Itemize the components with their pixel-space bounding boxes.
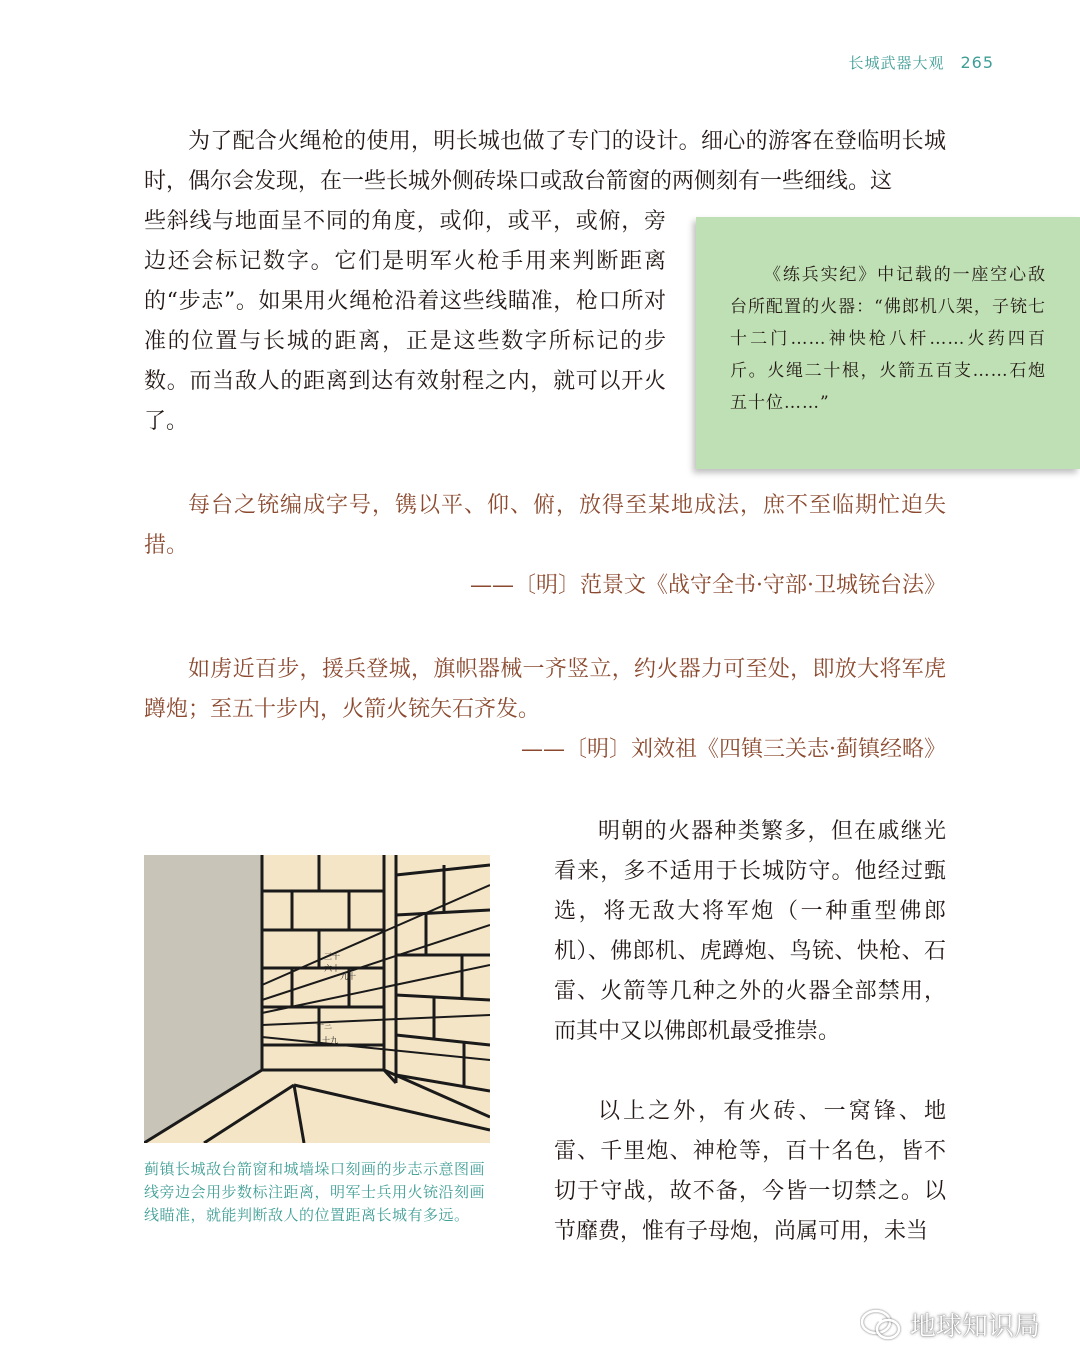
figure-label-5: 十九 <box>322 1036 338 1045</box>
right-para-1: 明朝的火器种类繁多，但在戚继光看来，多不适用于长城防守。他经过甄选，将无敌大将军炮（一种重型佛郎机）、佛郎机、虎蹲炮、鸟铳、快枪、石雷、火箭等几种之外的火器全部禁用，而其中又以佛郎机最受推崇。 <box>554 819 946 1044</box>
watermark <box>860 1306 1040 1343</box>
quote2-source: ——〔明〕刘效祖《四镇三关志·蓟镇经略》 <box>521 737 946 762</box>
page-number: 265 <box>960 53 994 72</box>
wechat-icon <box>860 1308 902 1342</box>
quote1-source: ——〔明〕范景文《战守全书·守部·卫城铳台法》 <box>470 573 946 598</box>
quote-block-2 <box>144 650 946 770</box>
figure-label-4: 十三 <box>316 1021 332 1030</box>
watermark-text: 地球知识局 <box>910 1312 1041 1342</box>
right-column-text <box>554 812 946 1252</box>
figure-label-3: 九十 <box>340 972 356 981</box>
running-header <box>848 52 994 73</box>
intro-text-cont: 些斜线与地面呈不同的角度，或仰，或平，或俯，旁边还会标记数字。它们是明军火枪手用来判断距离的“步志”。如果用火绳枪沿着这些线瞄准，枪口所对准的位置与长城的距离，正是这些数字所标记的步数。而当敌人的距离到达有效射程之内，就可以开火了。 <box>144 209 666 434</box>
figure-label-2: 六十 <box>324 964 340 973</box>
sidebar-text: 《练兵实纪》中记载的一座空心敌台所配置的火器：“佛郎机八架，子铳七十二门……神快枪八杆……火药四百斤。火绳二十根，火箭五百支……石炮五十位……” <box>730 265 1046 413</box>
intro-paragraph-top <box>144 122 946 202</box>
quote1-text: 每台之铳编成字号，镌以平、仰、俯，放得至某地成法，庶不至临期忙迫失措。 <box>144 493 946 558</box>
figure-label-1: 三十 <box>324 952 340 961</box>
loophole-illustration <box>144 855 490 1143</box>
intro-text: 为了配合火绳枪的使用，明长城也做了专门的设计。细心的游客在登临明长城时，偶尔会发现，在一些长城外侧砖垛口或敌台箭窗的两侧刻有一些细线。这 <box>144 129 946 194</box>
quote2-text: 如虏近百步，援兵登城，旗帜器械一齐竖立，约火器力可至处，即放大将军虎蹲炮；至五十步内，火箭火铳矢石齐发。 <box>144 657 946 722</box>
header-title: 长城武器大观 <box>848 54 945 72</box>
right-para-2: 以上之外，有火砖、一窝锋、地雷、千里炮、神枪等，百十名色，皆不切于守战，故不备，今皆一切禁之。以节靡费，惟有子母炮，尚属可用，未当 <box>554 1099 946 1244</box>
quote-block-1 <box>144 486 946 606</box>
figure-caption: 蓟镇长城敌台箭窗和城墙垛口刻画的步志示意图画线旁边会用步数标注距离，明军士兵用火铳沿刻画线瞄准，就能判断敌人的位置距离长城有多远。 <box>144 1160 486 1224</box>
sidebar-note <box>696 217 1080 469</box>
intro-paragraph-cont <box>144 202 666 442</box>
